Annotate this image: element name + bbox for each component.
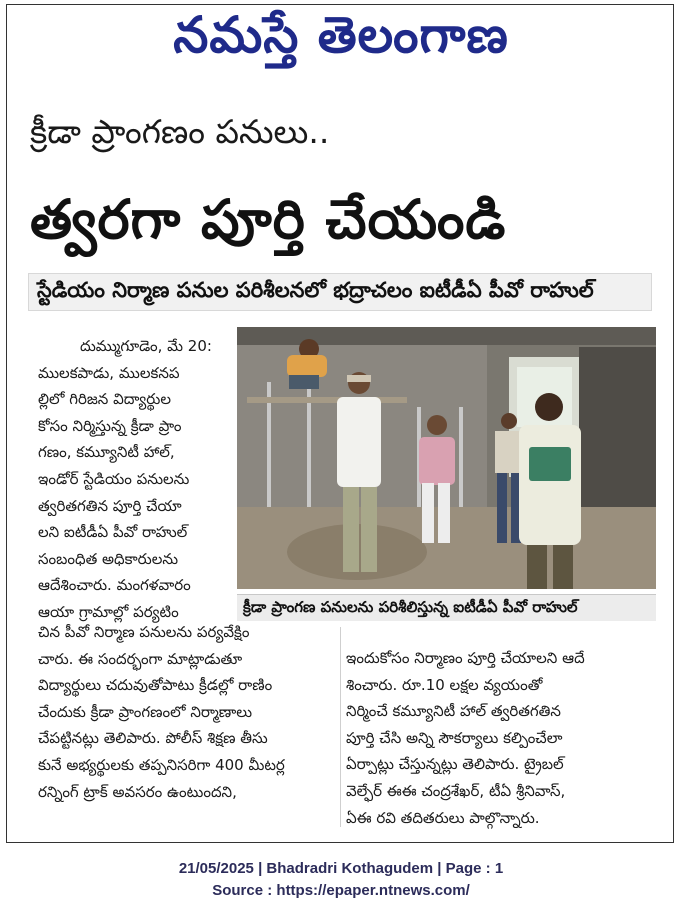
body-line: ఇందుకోసం నిర్మాణం పూర్తి చేయాలని ఆదే	[346, 649, 585, 667]
edition-info: 21/05/2025 | Bhadradri Kothagudem | Page : 1	[178, 860, 504, 877]
body-line: ఆదేశించారు. మంగళవారం	[38, 576, 191, 595]
body-line: వెల్ఫేర్ ఈఈ చంద్రశేఖర్, టీఏ శ్రీనివాస్,	[346, 781, 566, 800]
body-line: చిన పీవో నిర్మాణ పనులను పర్యవేక్షిం	[38, 623, 250, 641]
body-line: శించారు. రూ.10 లక్షల వ్యయంతో	[346, 675, 543, 694]
article-strapline: స్టేడియం నిర్మాణ పనుల పరిశీలనలో భద్రాచలం ఐటీడీఏ పీవో రాహుల్	[37, 278, 594, 302]
body-line: ఆయా గ్రామాల్లో పర్యటిం	[38, 602, 179, 621]
body-line: చేపట్టినట్లు తెలిపారు. పోలీస్ శిక్షణ తీసు	[38, 729, 268, 748]
body-line: కోసం నిర్మిస్తున్న క్రీడా ప్రాం	[38, 416, 182, 435]
body-line: చేందుకు క్రీడా ప్రాంగణంలో నిర్మాణాలు	[38, 702, 253, 721]
source-link[interactable]: Source : https://epaper.ntnews.com/	[212, 882, 470, 899]
newspaper-masthead: నమస్తే తెలంగాణ	[173, 6, 509, 64]
body-line: లని ఐటీడీఏ పీవో రాహుల్	[38, 523, 188, 542]
body-line: చారు. ఈ సందర్భంగా మాట్లాడుతూ	[38, 649, 243, 668]
body-line: ఇండోర్ స్టేడియం పనులను	[38, 469, 190, 488]
article-column-left	[38, 333, 232, 626]
photo-caption: క్రీడా ప్రాంగణ పనులను పరిశీలిస్తున్న ఐటీడీఏ పీవో రాహుల్	[243, 598, 578, 616]
body-line: విద్యార్థులు చదువుతోపాటు క్రీడల్లో రాణిం	[38, 676, 273, 695]
article-photo	[237, 327, 656, 589]
dateline: దుమ్ముగూడెం, మే 20:	[80, 337, 212, 355]
article-kicker: క్రీడా ప్రాంగణం పనులు..	[30, 112, 330, 151]
body-line: పూర్తి చేసి అన్ని సౌకర్యాలు కల్పించేలా	[346, 728, 563, 747]
body-line: త్వరితగతిన పూర్తి చేయా	[38, 496, 182, 515]
article-column-bottom-left	[38, 619, 338, 805]
body-line: కునే అభ్యర్థులకు తప్పనిసరిగా 400 మీటర్ల	[38, 755, 285, 774]
photo-caption-bar	[237, 594, 656, 621]
article-column-right	[346, 645, 652, 831]
article-strapline-box	[28, 273, 652, 311]
body-line: ఏర్పాట్లు చేస్తున్నట్లు తెలిపారు. ట్రైబల్	[346, 755, 564, 774]
article-headline: త్వరగా పూర్తి చేయండి	[30, 188, 507, 251]
body-line: సంబంధిత అధికారులను	[38, 549, 179, 568]
body-line: ములకపాడు, ములకనప	[38, 363, 180, 382]
column-divider	[340, 627, 341, 827]
body-line: రన్నింగ్ ట్రాక్ అవసరం ఉంటుందని,	[38, 782, 237, 801]
body-line: ల్లిలో గిరిజన విద్యార్థుల	[38, 390, 171, 409]
body-line: ఏఈ రవి తదితరులు పాల్గొన్నారు.	[346, 808, 540, 827]
body-line: గణం, కమ్యూనిటీ హాల్,	[38, 443, 175, 462]
body-line: నిర్మించే కమ్యూనిటీ హాల్ త్వరితగతిన	[346, 702, 561, 721]
